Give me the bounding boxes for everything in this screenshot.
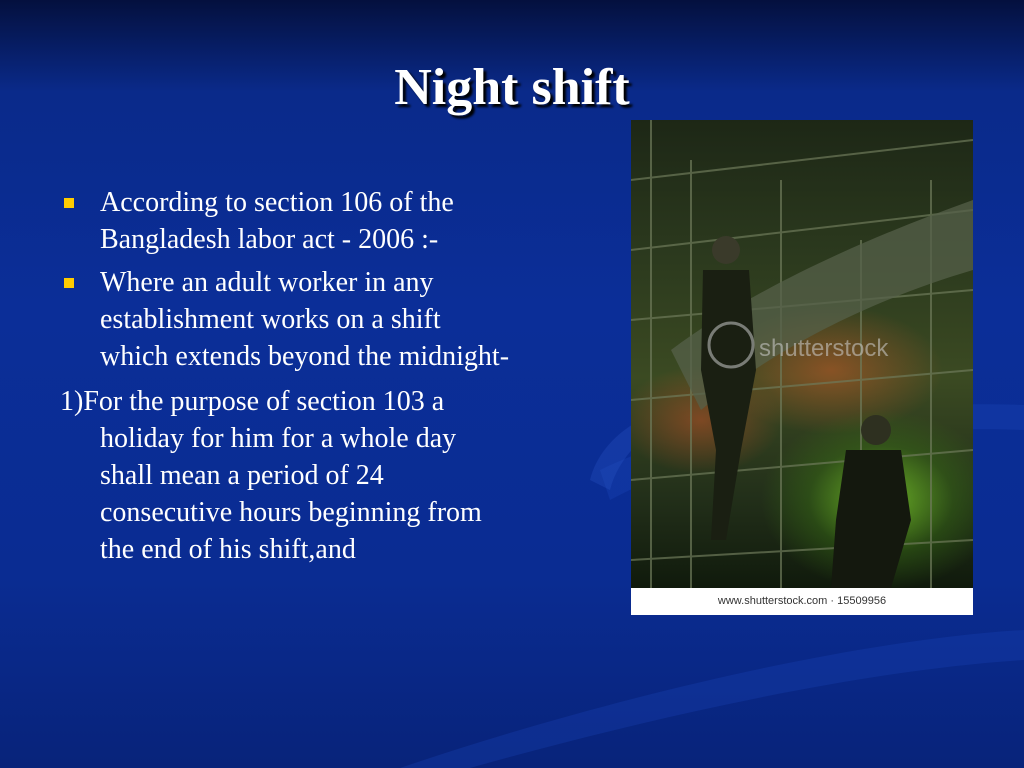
- scaffolding-illustration: [631, 120, 973, 588]
- bullet-item: [60, 264, 510, 375]
- slide-title: Night shift: [394, 59, 630, 116]
- bullet-text: According to section 106 of the Bangladesh labor act - 2006 :-: [100, 187, 454, 255]
- bullet-text: Where an adult worker in any establishment works on a shift which extends beyond the midnight-: [100, 267, 510, 372]
- bullet-item: [60, 184, 510, 258]
- industrial-workers-photo: [631, 120, 973, 615]
- numbered-paragraph: 1)For the purpose of section 103 a holiday for him for a whole day shall mean a period of 24 consecutive hours beginning from the end of his shift,and: [60, 386, 482, 565]
- watermark-text: shutterstock: [759, 335, 889, 362]
- square-bullet-icon: [64, 198, 74, 208]
- photo-scene: [631, 120, 973, 588]
- slide-body: [60, 184, 510, 568]
- photo-caption: www.shutterstock.com · 15509956: [631, 588, 973, 615]
- square-bullet-icon: [64, 278, 74, 288]
